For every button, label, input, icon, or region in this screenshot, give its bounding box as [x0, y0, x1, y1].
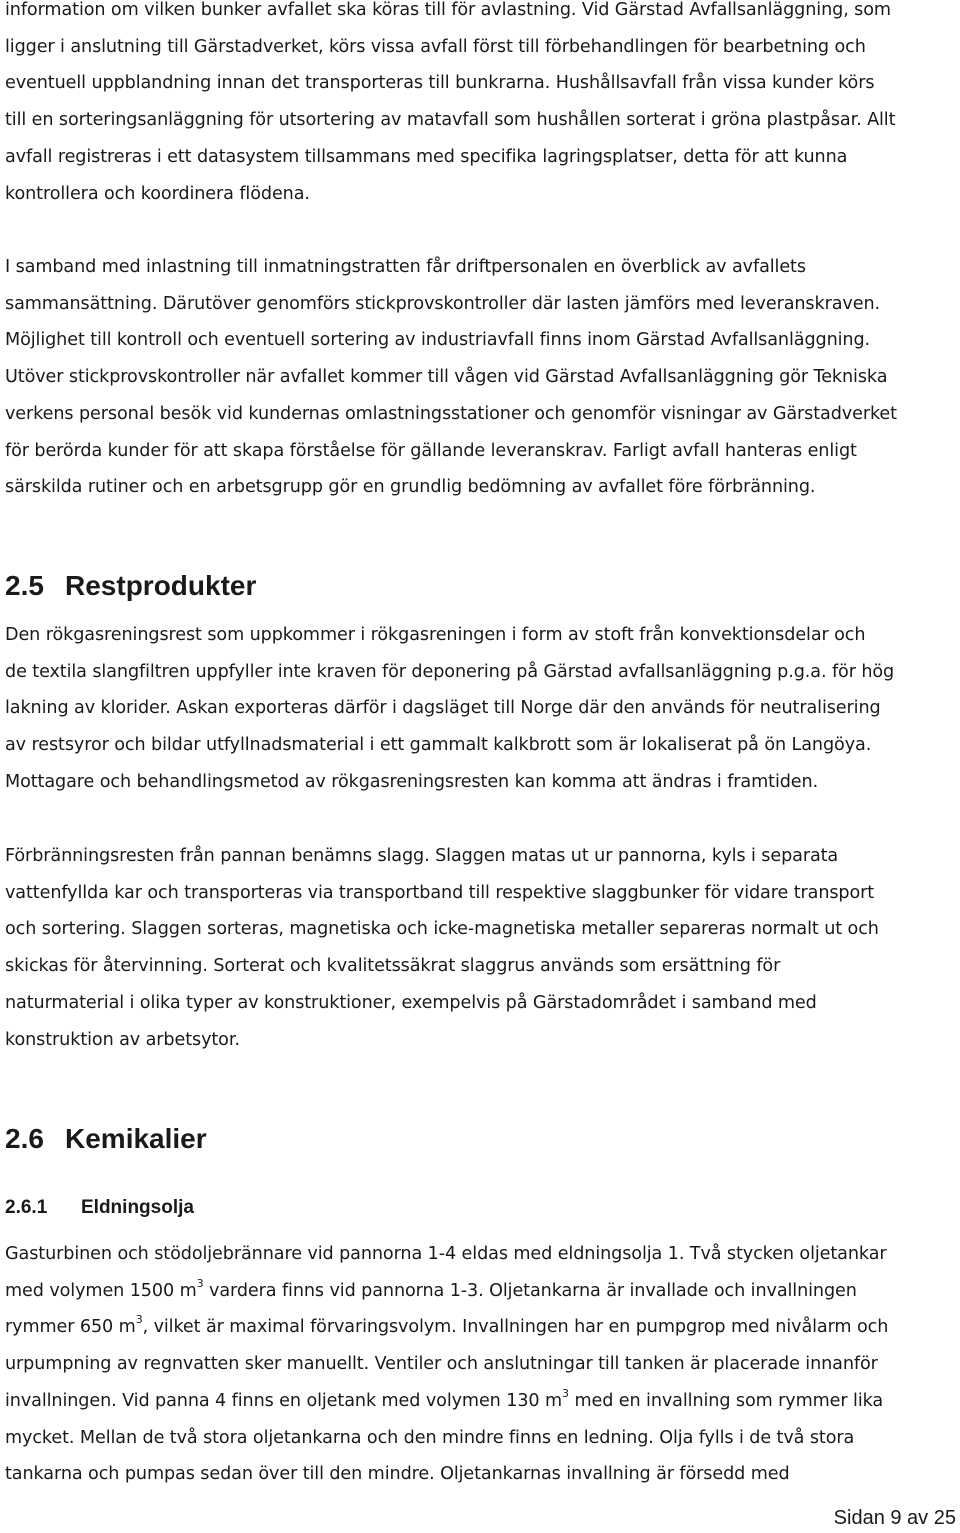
text-line: naturmaterial i olika typer av konstruktioner, exempelvis på Gärstadområdet i samband med	[5, 992, 817, 1013]
restprodukter-paragraph-1	[5, 617, 894, 801]
text-fragment: invallningen. Vid panna 4 finns en oljetank med volymen 130 m	[5, 1390, 563, 1411]
subsection-number: 2.6.1	[5, 1197, 48, 1218]
text-line: skickas för återvinning. Sorterat och kvalitetssäkrat slaggrus används som ersättning för	[5, 956, 781, 977]
text-line: urpumpning av regnvatten sker manuellt. Ventiler och anslutningar till tanken är placerade innanför	[5, 1354, 878, 1375]
text-line: för berörda kunder för att skapa förståelse för gällande leveranskrav. Farligt avfall hanteras enligt	[5, 440, 857, 461]
eldningsolja-paragraph	[5, 1236, 888, 1493]
text-line: vattenfyllda kar och transporteras via transportband till respektive slaggbunker för vidare transport	[5, 882, 875, 903]
superscript: 3	[135, 1313, 143, 1327]
page-number: Sidan 9 av 25	[833, 1507, 956, 1529]
text-line: av restsyror och bildar utfyllnadsmaterial i ett gammalt kalkbrott som är lokaliserat på ön Langöya.	[5, 735, 872, 756]
text-line: avfall registreras i ett datasystem tillsammans med specifika lagringsplatser, detta för att kunna	[5, 146, 848, 167]
text-line	[5, 1383, 888, 1420]
subsection-title: Eldningsolja	[81, 1197, 194, 1218]
text-line: särskilda rutiner och en arbetsgrupp gör en grundlig bedömning av avfallet före förbränning.	[5, 477, 816, 498]
section-number: 2.5	[5, 570, 44, 601]
text-line: lakning av klorider. Askan exporteras därför i dagsläget till Norge där den används för neutralisering	[5, 698, 881, 719]
text-line: tankarna och pumpas sedan över till den mindre. Oljetankarnas invallning är försedd med	[5, 1464, 790, 1485]
text-line: Den rökgasreningsrest som uppkommer i rökgasreningen i form av stoft från konvektionsdelar och	[5, 625, 866, 645]
superscript: 3	[196, 1276, 204, 1290]
text-line: verkens personal besök vid kundernas omlastningsstationer och genomför visningar av Gärstadverket	[5, 403, 897, 424]
text-line: mycket. Mellan de två stora oljetankarna och den mindre finns en ledning. Olja fylls i de två stora	[5, 1427, 855, 1448]
section-title: Restprodukter	[65, 570, 257, 601]
text-line: ligger i anslutning till Gärstadverket, körs vissa avfall först till förbehandlingen för bearbetning och	[5, 36, 866, 57]
text-fragment: med volymen 1500 m	[5, 1280, 197, 1301]
text-fragment: rymmer 650 m	[5, 1317, 136, 1338]
text-line	[5, 1273, 888, 1310]
section-number: 2.6	[5, 1123, 44, 1154]
text-line: Gasturbinen och stödoljebrännare vid pannorna 1-4 eldas med eldningsolja 1. Två stycken oljetankar	[5, 1244, 887, 1264]
text-line: information om vilken bunker avfallet ska köras till för avlastning. Vid Gärstad Avfallsanläggning, som	[5, 0, 891, 20]
text-line: och sortering. Slaggen sorteras, magnetiska och icke-magnetiska metaller separeras normalt ut och	[5, 919, 879, 940]
text-line: eventuell uppblandning innan det transporteras till bunkrarna. Hushållsavfall från vissa kunder körs	[5, 73, 875, 94]
section-heading-kemikalier	[5, 1123, 207, 1155]
text-line: de textila slangfiltren uppfyller inte kraven för deponering på Gärstad avfallsanläggning p.g.a. för hög	[5, 661, 895, 682]
text-fragment: vardera finns vid pannorna 1-3. Oljetankarna är invallade och invallningen	[203, 1280, 857, 1301]
text-line: Förbränningsresten från pannan benämns slagg. Slaggen matas ut ur pannorna, kyls i separata	[5, 846, 839, 866]
section-heading-restprodukter	[5, 570, 256, 602]
text-line: Mottagare och behandlingsmetod av rökgasreningsresten kan komma att ändras i framtiden.	[5, 771, 819, 792]
inspection-paragraph	[5, 249, 897, 506]
text-line: till en sorteringsanläggning för utsortering av matavfall som hushållen sorterat i gröna plastpåsar. Allt	[5, 110, 896, 131]
text-fragment: , vilket är maximal förvaringsvolym. Invallningen har en pumpgrop med nivålarm och	[142, 1317, 889, 1338]
text-line: sammansättning. Därutöver genomförs stickprovskontroller där lasten jämförs med leveranskraven.	[5, 293, 880, 314]
text-line: Möjlighet till kontroll och eventuell sortering av industriavfall finns inom Gärstad Avfallsanläggning.	[5, 330, 871, 351]
restprodukter-paragraph-2	[5, 838, 879, 1058]
superscript: 3	[562, 1386, 569, 1400]
text-line	[5, 1309, 888, 1346]
text-fragment: med en invallning som rymmer lika	[568, 1390, 884, 1411]
section-title: Kemikalier	[65, 1123, 207, 1154]
text-line: kontrollera och koordinera flödena.	[5, 183, 310, 204]
text-line: konstruktion av arbetsytor.	[5, 1029, 240, 1050]
subsection-heading-eldningsolja	[5, 1197, 194, 1219]
intro-paragraph	[5, 0, 895, 212]
text-line: Utöver stickprovskontroller när avfallet kommer till vågen vid Gärstad Avfallsanläggning gör Tekniska	[5, 367, 888, 388]
text-line: I samband med inlastning till inmatningstratten får driftpersonalen en överblick av avfallets	[5, 257, 806, 277]
